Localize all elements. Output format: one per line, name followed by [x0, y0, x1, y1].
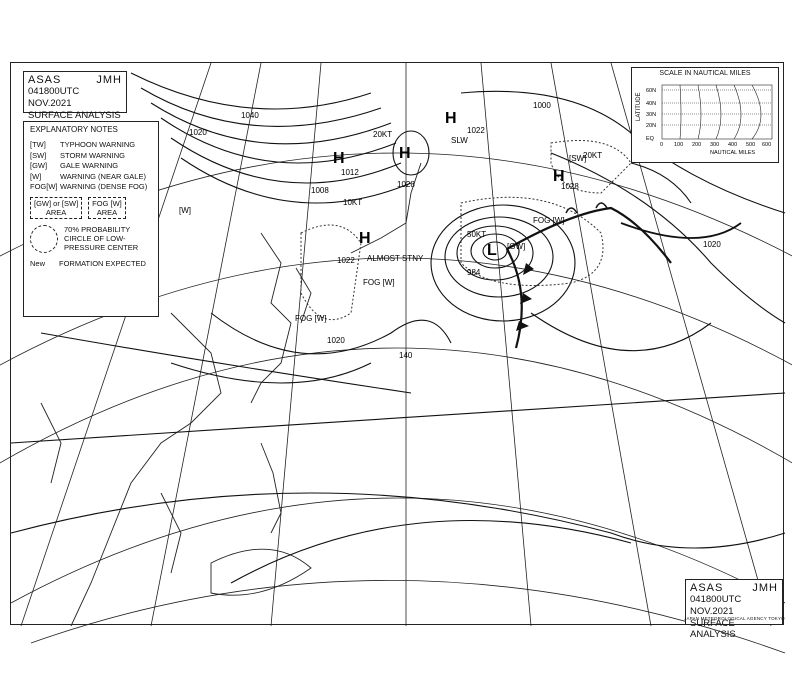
high-label: H	[553, 168, 565, 185]
occluded-front	[507, 208, 671, 263]
meridian-label: 140	[399, 351, 413, 360]
warning-gw-label: [GW]	[507, 242, 526, 251]
fog-warning-area	[301, 225, 361, 320]
legend-row	[30, 161, 152, 172]
new-label: New	[30, 258, 46, 268]
high-label: H	[359, 230, 371, 247]
legend-row	[30, 182, 152, 193]
x-tick: 300	[710, 142, 720, 148]
high-pressure-value: 1012	[341, 168, 359, 177]
legend-code: [W]	[30, 171, 42, 181]
high-pressure-value: 1028	[397, 180, 415, 189]
legend-row	[30, 151, 152, 162]
movement-label: ALMOST STNY	[367, 254, 424, 263]
scale-curves	[680, 85, 761, 139]
isobar	[231, 521, 631, 584]
scale-grid-frame	[662, 85, 772, 139]
high-pressure-value: 1028	[561, 182, 579, 191]
legend-new-row	[30, 259, 152, 268]
isobar	[181, 158, 411, 203]
product-name: SURFACE ANALYSIS	[690, 618, 736, 640]
probability-circle-icon	[30, 225, 58, 253]
high-label: H	[399, 145, 411, 162]
new-text: FORMATION EXPECTED	[59, 258, 146, 268]
lat-tick: EQ	[646, 136, 654, 142]
x-tick: 400	[728, 142, 738, 148]
legend-row	[30, 140, 152, 151]
isobar-label: 1000	[533, 101, 551, 110]
gale-warning-area	[461, 197, 603, 285]
isobar	[551, 153, 785, 323]
station-code: JMH	[752, 582, 778, 594]
isobar	[11, 493, 785, 548]
cold-front-teeth	[516, 263, 534, 331]
isobar	[171, 138, 401, 183]
high-pressure-value: 1022	[467, 126, 485, 135]
title-box	[23, 71, 127, 121]
latitude-line	[0, 348, 792, 493]
movement-label: SLW	[451, 136, 468, 145]
lat-tick: 60N	[646, 88, 657, 94]
coastline-china	[251, 233, 291, 403]
legend-probability-circle	[30, 225, 152, 253]
x-tick: 500	[746, 142, 756, 148]
stationary-front	[621, 223, 741, 238]
meridian-line	[151, 63, 261, 626]
agency-code: ASAS	[690, 582, 724, 594]
legend-label: WARNING (NEAR GALE)	[60, 171, 146, 181]
isobar	[211, 313, 451, 354]
isobar-label: 1020	[189, 128, 207, 137]
warning-fog-label: FOG [W]	[295, 314, 327, 323]
wind-speed-label: 20KT	[373, 130, 393, 139]
latitude-line	[31, 580, 785, 653]
analysis-datetime: 041800UTC NOV.2021	[28, 86, 80, 109]
warning-fog-label: FOG [W]	[533, 216, 565, 225]
wind-speed-label: 10KT	[343, 198, 363, 207]
wind-speed-label: 50KT	[467, 230, 487, 239]
coastline-philippines	[261, 443, 281, 533]
legend-label: TYPHOON WARNING	[60, 140, 136, 149]
area-sample-label: FOG [W]	[92, 198, 122, 208]
coastline-india	[41, 403, 61, 483]
lat-tick: 40N	[646, 101, 657, 107]
latitude-line	[11, 498, 785, 603]
legend-box	[23, 121, 159, 317]
scale-title: SCALE IN NAUTICAL MILES	[659, 70, 751, 77]
low-label: L	[487, 242, 497, 259]
isobar-label: 1008	[311, 186, 329, 195]
warning-sw-label: [SW]	[569, 154, 587, 163]
scale-x-ticks	[660, 142, 771, 156]
warning-w-label: [W]	[179, 206, 191, 215]
x-tick: 600	[762, 142, 772, 148]
low-pressure-value: 984	[467, 268, 481, 277]
scale-axis-label: LATITUDE	[636, 92, 642, 121]
legend-title: EXPLANATORY NOTES	[30, 125, 118, 134]
agency-caption: JAPAN METEOROLOGICAL AGENCY TOKYO	[684, 616, 785, 621]
isobar-label: 1020	[327, 336, 345, 345]
lat-tick: 20N	[646, 123, 657, 129]
scale-x-axis-label: NAUTICAL MILES	[710, 150, 756, 156]
legend-label: GALE WARNING	[60, 161, 119, 170]
isobar-label: 1040	[241, 111, 259, 120]
legend-row	[30, 172, 152, 183]
probability-circle-text: 70% PROBABILITY CIRCLE OF LOW-PRESSURE CENTER	[64, 225, 139, 252]
isobar-label: 1020	[703, 240, 721, 249]
scale-box	[631, 67, 779, 163]
isobar	[141, 88, 381, 126]
station-code: JMH	[96, 74, 122, 86]
isobar	[41, 333, 411, 393]
scale-grid-lines	[662, 90, 772, 125]
wind-speed-label: 20KT	[583, 151, 603, 160]
x-tick: 0	[660, 142, 664, 148]
isobar	[131, 73, 371, 109]
scale-grid	[662, 85, 772, 139]
cold-front	[507, 249, 522, 348]
high-label: H	[445, 110, 457, 127]
legend-code: [SW]	[30, 150, 47, 160]
legend-label: STORM WARNING	[60, 150, 125, 160]
high-pressure-value: 1022	[337, 256, 355, 265]
lat-tick: 30N	[646, 112, 657, 118]
analysis-datetime: 041800UTC NOV.2021	[690, 594, 742, 617]
isobar	[11, 393, 785, 443]
area-sample-label: [GW] or [SW]	[34, 198, 79, 208]
meridian-line	[481, 63, 531, 626]
chart-frame	[10, 62, 784, 640]
area-sample-sub: AREA	[45, 207, 67, 217]
high-label: H	[333, 150, 345, 167]
warning-fog-label: FOG [W]	[363, 278, 395, 287]
meridian-line	[271, 63, 321, 626]
x-tick: 200	[692, 142, 702, 148]
isobar	[161, 118, 396, 163]
scale-lat-ticks	[646, 88, 656, 142]
scale-graph	[634, 77, 776, 157]
legend-code: [TW]	[30, 140, 46, 149]
legend-code: [GW]	[30, 161, 48, 170]
legend-label: WARNING (DENSE FOG)	[60, 182, 148, 191]
fog-area-sample	[88, 197, 126, 219]
x-tick: 100	[674, 142, 684, 148]
product-name: SURFACE ANALYSIS	[28, 110, 121, 121]
legend-code: FOG[W]	[30, 182, 58, 191]
gale-area-sample	[30, 197, 82, 219]
area-sample-sub: AREA	[96, 207, 118, 217]
legend-area-samples	[30, 197, 152, 219]
agency-code: ASAS	[28, 74, 62, 86]
